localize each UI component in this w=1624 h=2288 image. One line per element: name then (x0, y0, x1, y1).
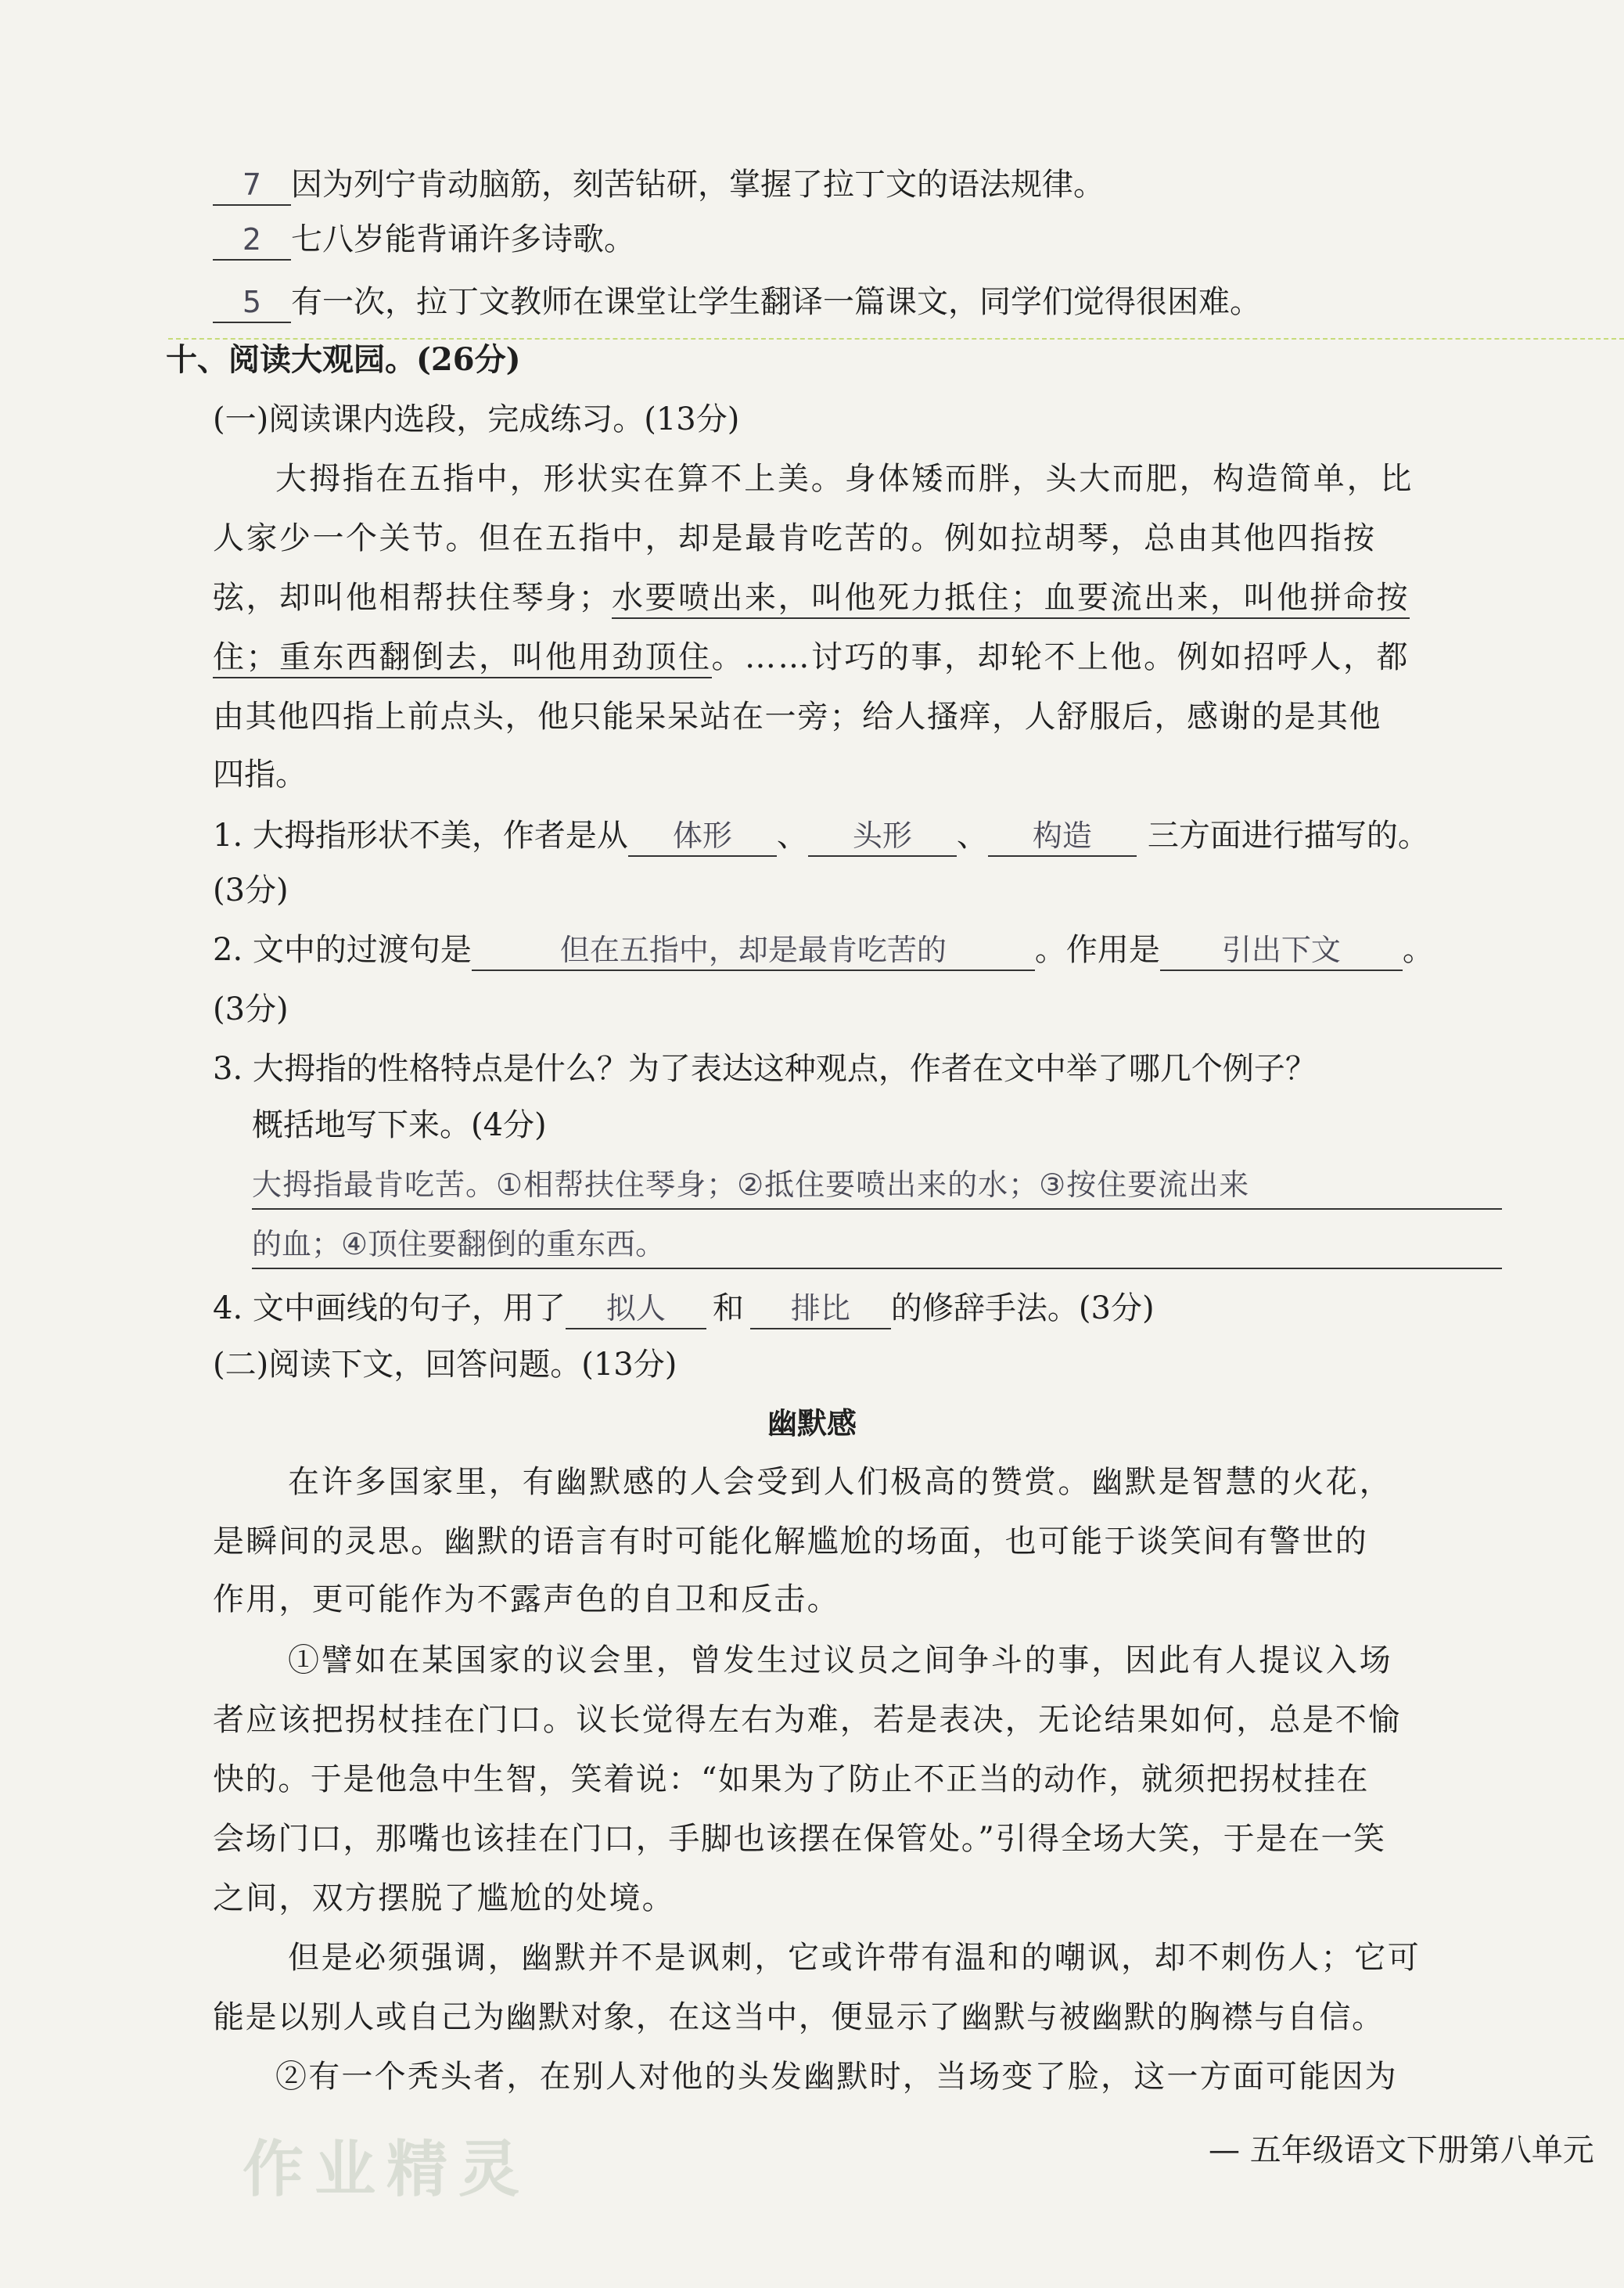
question-2 (213, 928, 1434, 972)
answer-blank[interactable]: 头形 (808, 816, 957, 857)
question-text: 的修辞手法。(3分) (890, 1290, 1155, 1326)
question-text: 4. 文中画线的句子，用了 (213, 1290, 566, 1326)
article-line: 快的。于是他急中生智，笑着说：“如果为了防止不正当的动作，就须把拐杖挂在 (213, 1761, 1370, 1797)
answer-line (252, 1268, 1502, 1269)
article-line: 之间，双方摆脱了尴尬的处境。 (213, 1880, 675, 1916)
separator: 、 (776, 818, 808, 854)
order-item (213, 218, 635, 261)
article-line: 会场门口，那嘴也该挂在门口，手脚也该摆在保管处。”引得全场大笑，于是在一笑 (213, 1821, 1386, 1857)
passage-line: 大拇指在五指中，形状实在算不上美。身体矮而胖，头大而肥，构造简单，比 (275, 461, 1414, 497)
order-number[interactable]: 2 (213, 220, 291, 261)
part-heading: (二)阅读下文，回答问题。(13分) (213, 1347, 677, 1383)
score-label: (3分) (213, 872, 289, 908)
order-text: 有一次，拉丁文教师在课堂让学生翻译一篇课文，同学们觉得很困难。 (291, 284, 1261, 320)
answer-text[interactable]: 的血；④顶住要翻倒的重东西。 (252, 1227, 666, 1261)
article-line: 是瞬间的灵思。幽默的语言有时可能化解尴尬的场面，也可能于谈笑间有警世的 (213, 1524, 1368, 1560)
question-text: 2. 文中的过渡句是 (213, 932, 472, 968)
watermark-logo: 作业精灵 (243, 2135, 531, 2205)
score-label: (3分) (213, 991, 289, 1027)
answer-line (252, 1208, 1502, 1210)
question-text: 1. 大拇指形状不美，作者是从 (213, 818, 628, 854)
article-line: ②有一个秃头者，在别人对他的头发幽默时，当场变了脸，这一方面可能因为 (275, 2059, 1398, 2095)
article-line: 作用，更可能作为不露声色的自卫和反击。 (213, 1581, 840, 1617)
order-item (213, 280, 1261, 324)
footer-label: — 五年级语文下册第八单元 (1209, 2132, 1594, 2168)
passage-line (213, 635, 1410, 679)
part-heading: (一)阅读课内选段，完成练习。(13分) (213, 401, 740, 437)
section-heading: 十、阅读大观园。(26分) (166, 341, 521, 378)
answer-blank[interactable]: 引出下文 (1160, 930, 1403, 971)
question-text: 。作用是 (1034, 932, 1160, 968)
answer-blank[interactable]: 构造 (988, 816, 1137, 857)
passage-line: 人家少一个关节。但在五指中，却是最肯吃苦的。例如拉胡琴，总由其他四指按 (213, 520, 1377, 556)
order-number[interactable]: 5 (213, 282, 291, 323)
answer-text[interactable]: 大拇指最肯吃苦。①相帮扶住琴身；②抵住要喷出来的水；③按住要流出来 (252, 1167, 1250, 1202)
order-number[interactable]: 7 (213, 165, 291, 206)
question-3-cont: 概括地写下来。(4分) (252, 1107, 547, 1143)
underlined-sentence: 水要喷出来，叫他死力抵住；血要流出来，叫他拼命按 (612, 580, 1410, 619)
article-title: 幽默感 (767, 1406, 857, 1441)
question-text: 和 (712, 1290, 744, 1326)
question-text: 。 (1402, 932, 1434, 968)
order-text: 七八岁能背诵许多诗歌。 (291, 221, 635, 257)
passage-line: 四指。 (213, 757, 307, 793)
article-line: 者应该把拐杖挂在门口。议长觉得左右为难，若是表决，无论结果如何，总是不愉 (213, 1702, 1402, 1738)
order-item (213, 163, 1105, 207)
passage-text: 。……讨巧的事，却轮不上他。例如招呼人，都 (711, 639, 1410, 675)
answer-blank[interactable]: 体形 (628, 816, 777, 857)
answer-blank[interactable]: 排比 (750, 1289, 891, 1329)
underlined-sentence: 住；重东西翻倒去，叫他用劲顶住 (213, 639, 712, 678)
answer-blank[interactable]: 但在五指中，却是最肯吃苦的 (472, 930, 1035, 971)
separator: 、 (956, 818, 988, 854)
answer-blank[interactable]: 拟人 (566, 1289, 706, 1329)
question-3: 3. 大拇指的性格特点是什么？为了表达这种观点，作者在文中举了哪几个例子？ (213, 1051, 1317, 1087)
question-text: 三方面进行描写的。 (1147, 818, 1429, 854)
article-line: 在许多国家里，有幽默感的人会受到人们极高的赞赏。幽默是智慧的火花， (288, 1464, 1393, 1500)
order-text: 因为列宁肯动脑筋，刻苦钻研，掌握了拉丁文的语法规律。 (291, 167, 1105, 203)
question-4 (213, 1286, 1155, 1330)
passage-text: 弦，却叫他相帮扶住琴身； (213, 580, 612, 616)
passage-line (213, 576, 1410, 620)
article-line: ①譬如在某国家的议会里，曾发生过议员之间争斗的事，因此有人提议入场 (288, 1642, 1393, 1678)
article-line: 但是必须强调，幽默并不是讽刺，它或许带有温和的嘲讽，却不刺伤人；它可 (288, 1940, 1421, 1976)
passage-line: 由其他四指上前点头，他只能呆呆站在一旁；给人搔痒，人舒服后，感谢的是其他 (213, 699, 1381, 735)
question-1 (213, 814, 1429, 858)
article-line: 能是以别人或自己为幽默对象，在这当中，便显示了幽默与被幽默的胸襟与自信。 (213, 1999, 1385, 2035)
